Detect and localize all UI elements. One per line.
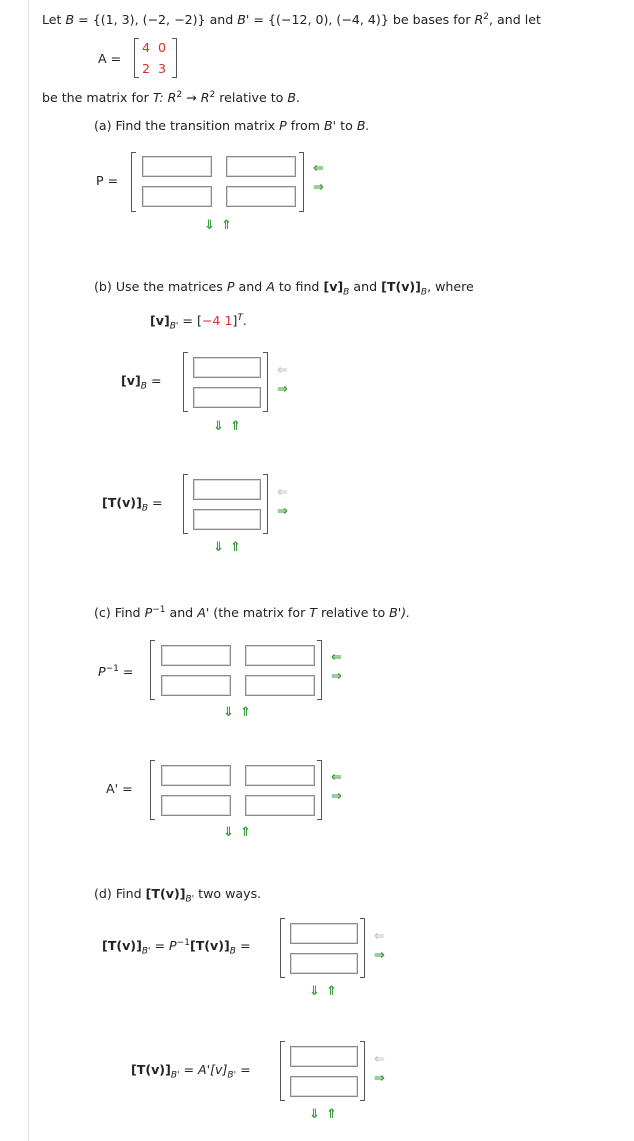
- Aprime-input-11[interactable]: [161, 765, 231, 786]
- add-column-arrow-icon[interactable]: ⇒: [374, 948, 385, 963]
- Pinv-input-11[interactable]: [161, 645, 231, 666]
- Pinv-label: $P^{-1}$ =: [98, 663, 134, 679]
- P-input-12[interactable]: [226, 156, 296, 177]
- add-row-arrow-icon[interactable]: ⇓: [213, 540, 224, 555]
- Aprime-label: A' =: [106, 781, 133, 796]
- remove-row-arrow-icon[interactable]: ⇑: [221, 218, 232, 233]
- intro-line: Let B = {(1, 3), (−2, −2)} and B' = {(−12, 0), (−4, 4)} be bases for $R^2$, and let: [42, 11, 541, 27]
- remove-column-arrow-icon: ⇐: [277, 363, 288, 378]
- Pinv-input-12[interactable]: [245, 645, 315, 666]
- add-row-arrow-icon[interactable]: ⇓: [309, 1107, 320, 1122]
- method2-label: $[T(v)]_{B'} = A'[v]_{B'}$ =: [131, 1062, 251, 1081]
- remove-column-arrow-icon: ⇐: [374, 1052, 385, 1067]
- P-label: P =: [96, 173, 119, 188]
- remove-row-arrow-icon[interactable]: ⇑: [240, 705, 251, 720]
- remove-row-arrow-icon[interactable]: ⇑: [326, 1107, 337, 1122]
- remove-column-arrow-icon[interactable]: ⇐: [313, 161, 324, 176]
- Aprime-input-22[interactable]: [245, 795, 315, 816]
- method1-input-2[interactable]: [290, 953, 358, 974]
- A-cell-11: 4: [142, 40, 151, 55]
- P-input-11[interactable]: [142, 156, 212, 177]
- basis-Bprime: {(−12, 0), (−4, 4)}: [267, 12, 389, 27]
- Aprime-input-12[interactable]: [245, 765, 315, 786]
- remove-row-arrow-icon[interactable]: ⇑: [240, 825, 251, 840]
- method2-input-2[interactable]: [290, 1076, 358, 1097]
- TvB-input-2[interactable]: [193, 509, 261, 530]
- A-label: A =: [98, 51, 122, 66]
- part-c-prompt: (c) Find $P^{-1}$ and A' (the matrix for T relative to B').: [94, 604, 411, 620]
- method1-input-1[interactable]: [290, 923, 358, 944]
- add-column-arrow-icon[interactable]: ⇒: [331, 789, 342, 804]
- add-row-arrow-icon[interactable]: ⇓: [309, 984, 320, 999]
- remove-row-arrow-icon[interactable]: ⇑: [230, 419, 241, 434]
- add-column-arrow-icon[interactable]: ⇒: [331, 669, 342, 684]
- A-cell-12: 0: [158, 40, 167, 55]
- basis-B: {(1, 3), (−2, −2)}: [92, 12, 206, 27]
- add-row-arrow-icon[interactable]: ⇓: [213, 419, 224, 434]
- part-b-prompt: (b) Use the matrices P and A to find $[v]_B$ and $[T(v)]_B$, where: [94, 279, 474, 298]
- method1-label: $[T(v)]_{B'} = P^{-1}[T(v)]_B$ =: [102, 937, 251, 957]
- TvB-label: $[T(v)]_B$ =: [102, 495, 163, 514]
- remove-row-arrow-icon[interactable]: ⇑: [230, 540, 241, 555]
- part-a-prompt: (a) Find the transition matrix P from B' to B.: [94, 118, 370, 133]
- Aprime-input-21[interactable]: [161, 795, 231, 816]
- A-cell-21: 2: [142, 61, 151, 76]
- remove-column-arrow-icon: ⇐: [374, 929, 385, 944]
- part-d-prompt: (d) Find $[T(v)]_{B'}$ two ways.: [94, 886, 262, 905]
- remove-column-arrow-icon: ⇐: [277, 485, 288, 500]
- add-column-arrow-icon[interactable]: ⇒: [374, 1071, 385, 1086]
- add-column-arrow-icon[interactable]: ⇒: [277, 504, 288, 519]
- vB-label: $[v]_B$ =: [121, 373, 162, 392]
- remove-row-arrow-icon[interactable]: ⇑: [326, 984, 337, 999]
- P-input-22[interactable]: [226, 186, 296, 207]
- transformation-line: be the matrix for T: $R^2 \to R^2$ relative to B.: [42, 89, 301, 105]
- Pinv-input-22[interactable]: [245, 675, 315, 696]
- TvB-input-1[interactable]: [193, 479, 261, 500]
- remove-column-arrow-icon[interactable]: ⇐: [331, 770, 342, 785]
- A-cell-22: 3: [158, 61, 167, 76]
- vB-input-1[interactable]: [193, 357, 261, 378]
- P-input-21[interactable]: [142, 186, 212, 207]
- add-row-arrow-icon[interactable]: ⇓: [223, 705, 234, 720]
- Pinv-input-21[interactable]: [161, 675, 231, 696]
- remove-column-arrow-icon[interactable]: ⇐: [331, 650, 342, 665]
- method2-input-1[interactable]: [290, 1046, 358, 1067]
- add-column-arrow-icon[interactable]: ⇒: [277, 382, 288, 397]
- add-row-arrow-icon[interactable]: ⇓: [204, 218, 215, 233]
- given-vector: $[v]_{B'} = [-4$ 1]$^T$.: [150, 312, 247, 332]
- add-column-arrow-icon[interactable]: ⇒: [313, 180, 324, 195]
- vB-input-2[interactable]: [193, 387, 261, 408]
- add-row-arrow-icon[interactable]: ⇓: [223, 825, 234, 840]
